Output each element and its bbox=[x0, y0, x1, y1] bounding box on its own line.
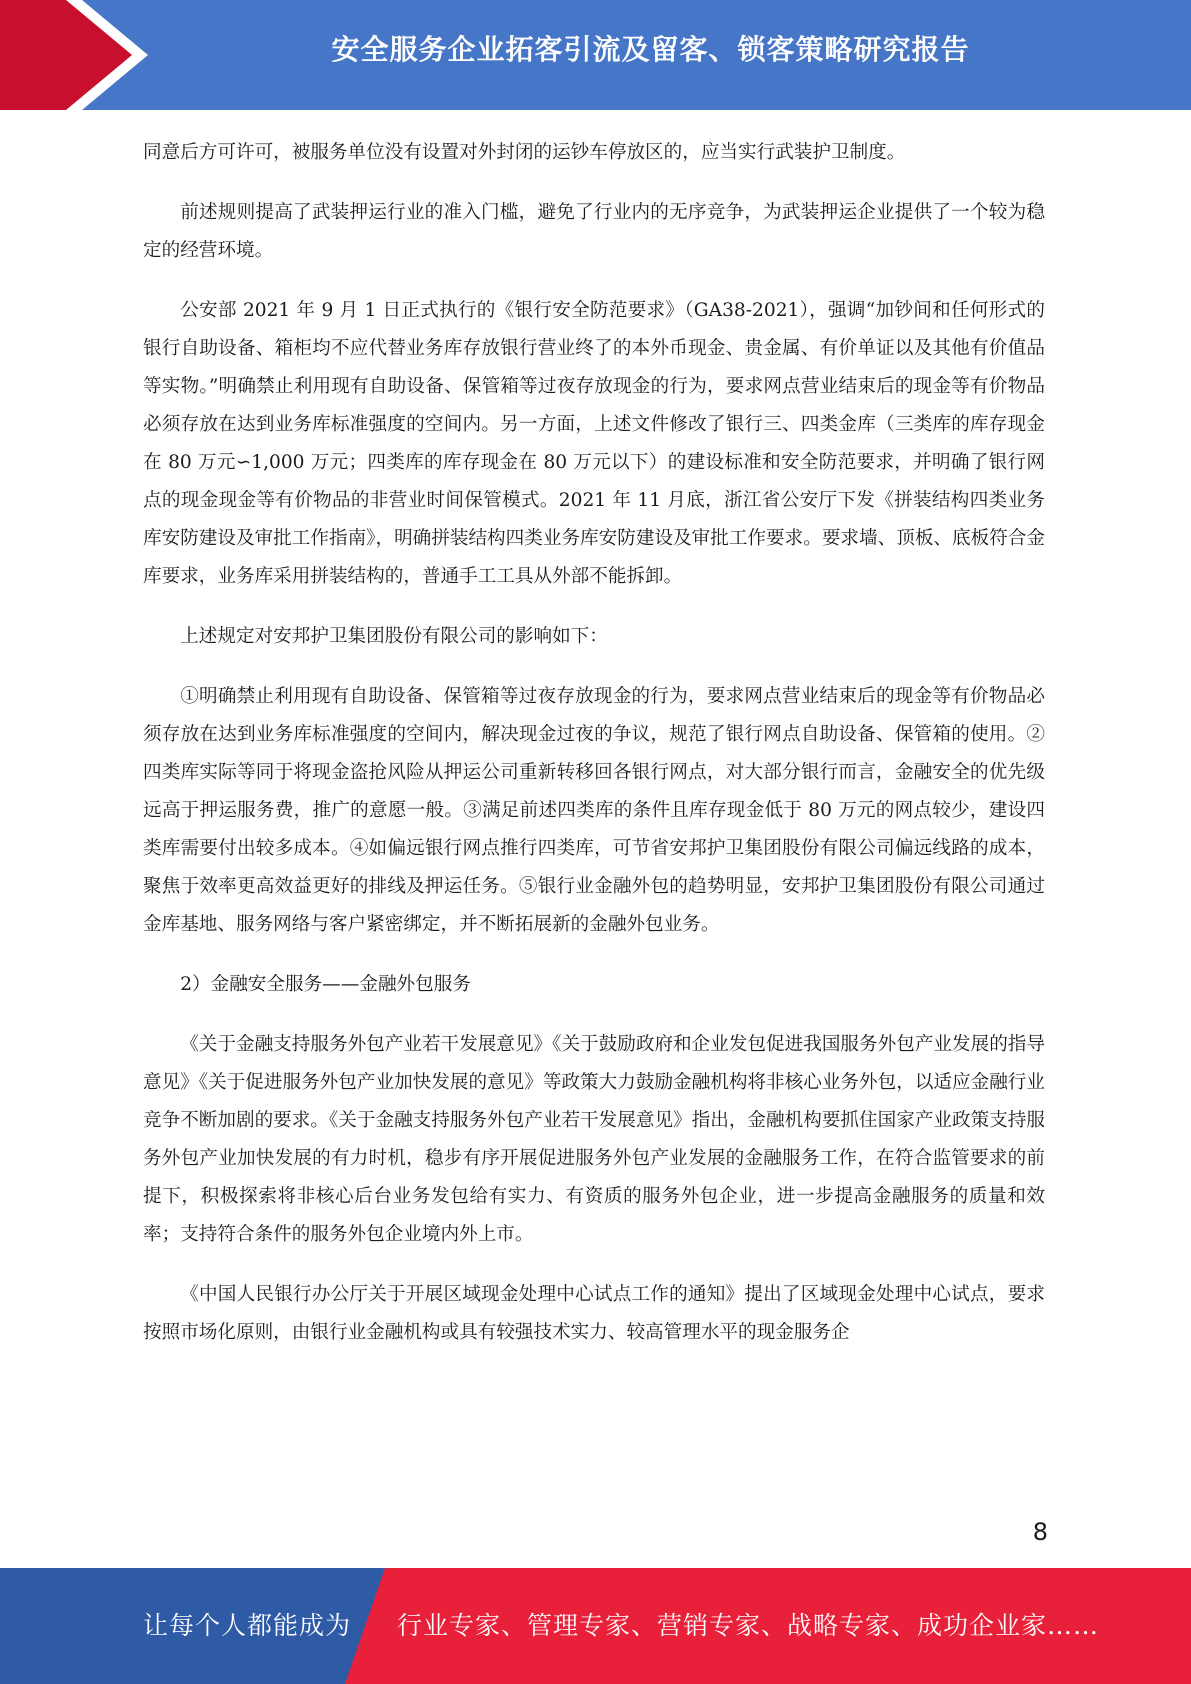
paragraph: 《关于金融支持服务外包产业若干发展意见》《关于鼓励政府和企业发包促进我国服务外包产业发展的指导意见》《关于促进服务外包产业加快发展的意见》等政策大力鼓励金融机构将非核心业务外包，以适应金融行业竞争不断加剧的要求。《关于金融支持服务外包产业若干发展意见》指出，金融机构要抓住国家产业政策支持服务外包产业加快发展的有力时机，稳步有序开展促进服务外包产业发展的金融服务工作，在符合监管要求的前提下，积极探索将非核心后台业务发包给有实力、有资质的服务外包企业，进一步提高金融服务的质量和效率；支持符合条件的服务外包企业境内外上市。 bbox=[143, 1034, 1045, 1245]
page-footer bbox=[0, 1568, 1191, 1684]
document-body bbox=[143, 134, 1045, 1352]
section-heading: 2）金融安全服务——金融外包服务 bbox=[180, 974, 471, 995]
paragraph: 同意后方可许可，被服务单位没有设置对外封闭的运钞车停放区的，应当实行武装护卫制度。 bbox=[143, 142, 906, 163]
paragraph: 公安部 2021 年 9 月 1 日正式执行的《银行安全防范要求》（GA38-2021），强调“加钞间和任何形式的银行自助设备、箱柜均不应代替业务库存放银行营业终了的本外币现金、贵金属、有价单证以及其他有价值品等实物。”明确禁止利用现有自助设备、保管箱等过夜存放现金的行为，要求网点营业结束后的现金等有价物品必须存放在达到业务库标准强度的空间内。另一方面，上述文件修改了银行三、四类金库（三类库的库存现金在 80 万元∽1,000 万元；四类库的库存现金在 80 万元以下）的建设标准和安全防范要求，并明确了银行网点的现金现金等有价物品的非营业时间保管模式。2021 年 11 月底，浙江省公安厅下发《拼装结构四类业务库安防建设及审批工作指南》，明确拼装结构四类业务库安防建设及审批工作要求。要求墙、顶板、底板符合金库要求，业务库采用拼装结构的，普通手工工具从外部不能拆卸。 bbox=[143, 300, 1045, 587]
paragraph: 前述规则提高了武装押运行业的准入门槛，避免了行业内的无序竞争，为武装押运企业提供了一个较为稳定的经营环境。 bbox=[143, 202, 1045, 261]
page-header bbox=[0, 0, 1191, 110]
footer-slogan-right: 行业专家、管理专家、营销专家、战略专家、成功企业家…… bbox=[397, 1611, 1100, 1640]
page-number: 8 bbox=[1032, 1518, 1048, 1546]
paragraph: 《中国人民银行办公厅关于开展区域现金处理中心试点工作的通知》提出了区域现金处理中心试点，要求按照市场化原则，由银行业金融机构或具有较强技术实力、较高管理水平的现金服务企 bbox=[143, 1284, 1045, 1343]
paragraph: ①明确禁止利用现有自助设备、保管箱等过夜存放现金的行为，要求网点营业结束后的现金等有价物品必须存放在达到业务库标准强度的空间内，解决现金过夜的争议，规范了银行网点自助设备、保管箱的使用。②四类库实际等同于将现金盗抢风险从押运公司重新转移回各银行网点，对大部分银行而言，金融安全的优先级远高于押运服务费，推广的意愿一般。③满足前述四类库的条件且库存现金低于 80 万元的网点较少，建设四类库需要付出较多成本。④如偏远银行网点推行四类库，可节省安邦护卫集团股份有限公司偏远线路的成本，聚焦于效率更高效益更好的排线及押运任务。⑤银行业金融外包的趋势明显，安邦护卫集团股份有限公司通过金库基地、服务网络与客户紧密绑定，并不断拓展新的金融外包业务。 bbox=[143, 686, 1045, 935]
header-chevron-icon bbox=[0, 0, 150, 110]
paragraph: 上述规定对安邦护卫集团股份有限公司的影响如下： bbox=[180, 626, 608, 647]
report-title: 安全服务企业拓客引流及留客、锁客策略研究报告 bbox=[331, 33, 970, 66]
footer-slogan-left: 让每个人都能成为 bbox=[143, 1611, 352, 1640]
